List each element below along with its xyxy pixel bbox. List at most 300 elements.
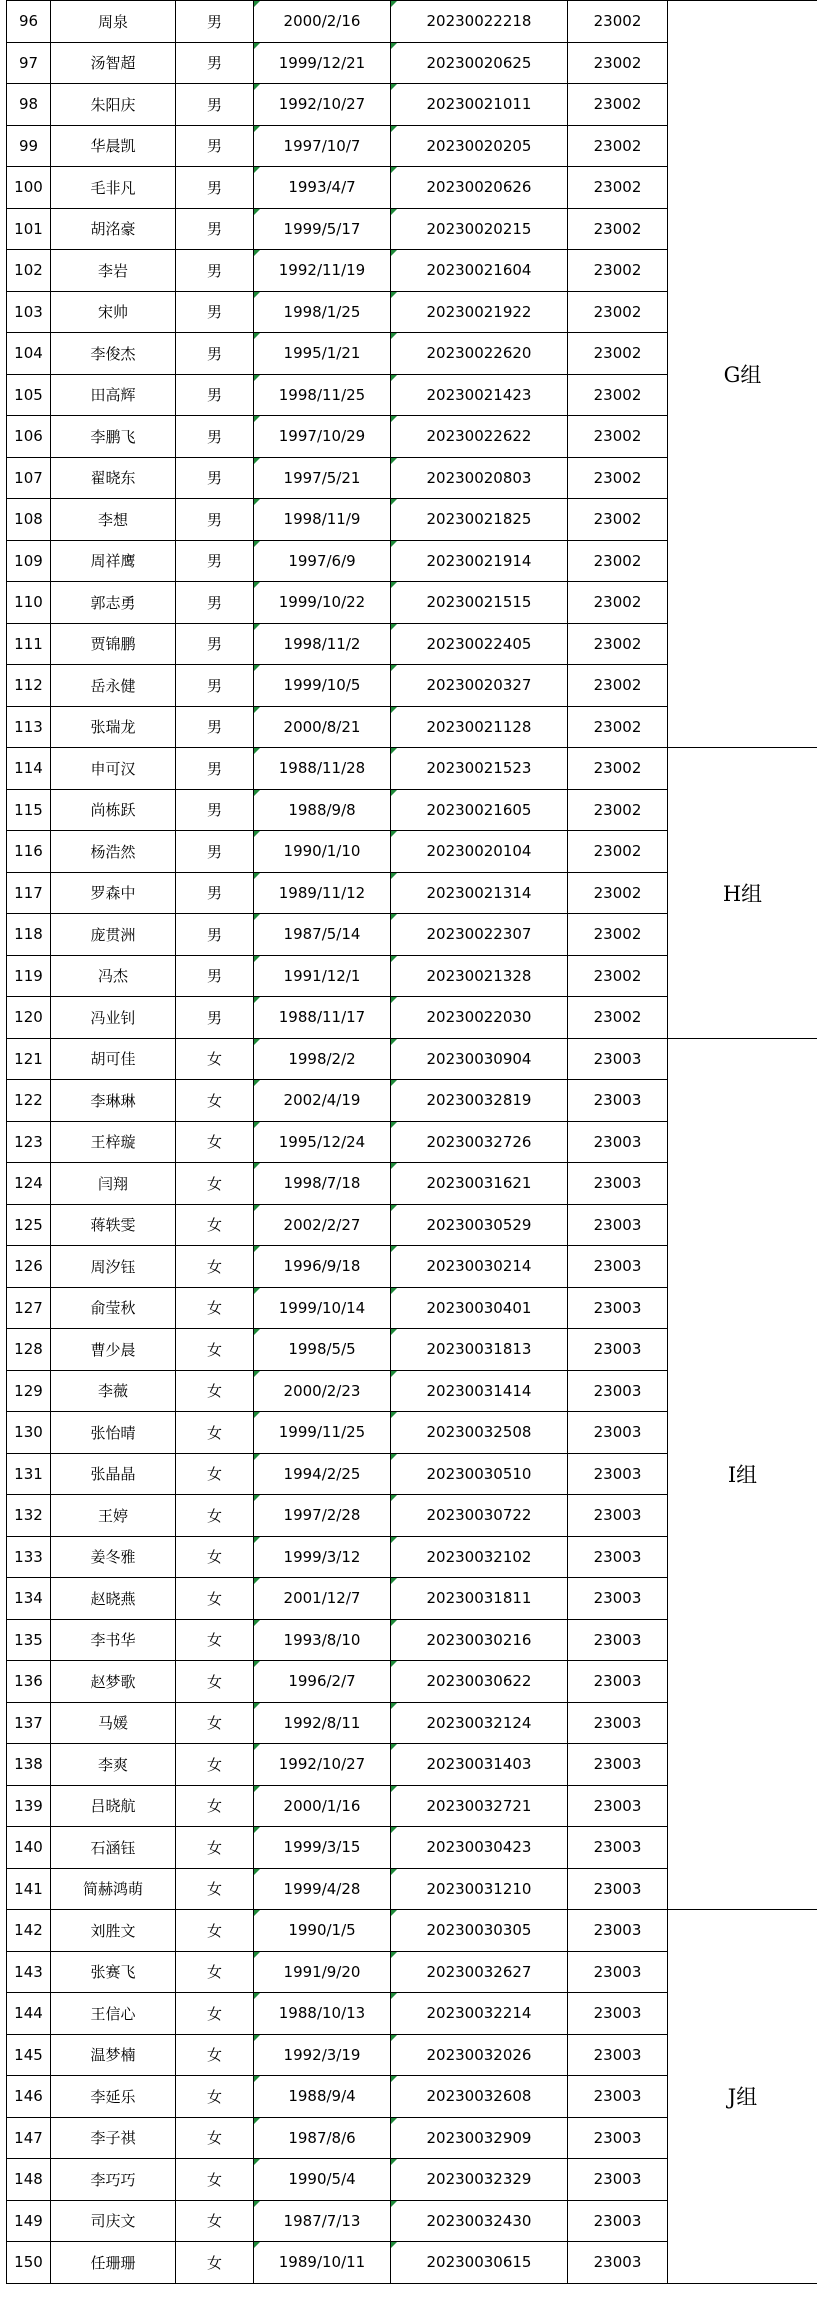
position-code-cell: 23003 [568,1495,668,1537]
position-code-cell: 23002 [568,457,668,499]
exam-id-cell: 20230020215 [391,208,568,250]
gender-cell: 男 [176,208,254,250]
gender-cell: 女 [176,2076,254,2118]
birthdate-cell: 2000/2/23 [254,1370,391,1412]
seq-cell: 97 [7,42,51,84]
roster-table [6,0,817,2284]
seq-cell: 101 [7,208,51,250]
seq-cell: 146 [7,2076,51,2118]
birthdate-cell: 1997/2/28 [254,1495,391,1537]
exam-id-cell: 20230032102 [391,1536,568,1578]
seq-cell: 136 [7,1661,51,1703]
position-code-cell: 23002 [568,789,668,831]
position-code-cell: 23002 [568,582,668,624]
seq-cell: 113 [7,706,51,748]
birthdate-cell: 1995/12/24 [254,1121,391,1163]
name-cell: 任珊珊 [51,2242,176,2284]
name-cell: 罗森中 [51,872,176,914]
seq-cell: 137 [7,1702,51,1744]
birthdate-cell: 1988/11/17 [254,997,391,1039]
gender-cell: 男 [176,831,254,873]
position-code-cell: 23003 [568,2034,668,2076]
seq-cell: 98 [7,84,51,126]
name-cell: 胡可佳 [51,1038,176,1080]
seq-cell: 135 [7,1619,51,1661]
gender-cell: 男 [176,872,254,914]
seq-cell: 142 [7,1910,51,1952]
exam-id-cell: 20230030423 [391,1827,568,1869]
seq-cell: 134 [7,1578,51,1620]
seq-cell: 114 [7,748,51,790]
birthdate-cell: 1994/2/25 [254,1453,391,1495]
seq-cell: 110 [7,582,51,624]
gender-cell: 女 [176,2117,254,2159]
birthdate-cell: 1999/10/5 [254,665,391,707]
gender-cell: 女 [176,1038,254,1080]
name-cell: 司庆文 [51,2200,176,2242]
seq-cell: 123 [7,1121,51,1163]
position-code-cell: 23003 [568,1619,668,1661]
gender-cell: 男 [176,416,254,458]
name-cell: 刘胜文 [51,1910,176,1952]
seq-cell: 103 [7,291,51,333]
name-cell: 姜冬雅 [51,1536,176,1578]
gender-cell: 女 [176,1370,254,1412]
position-code-cell: 23002 [568,665,668,707]
gender-cell: 男 [176,914,254,956]
name-cell: 李岩 [51,250,176,292]
position-code-cell: 23003 [568,1370,668,1412]
exam-id-cell: 20230020803 [391,457,568,499]
exam-id-cell: 20230030622 [391,1661,568,1703]
name-cell: 温梦楠 [51,2034,176,2076]
birthdate-cell: 1998/5/5 [254,1329,391,1371]
exam-id-cell: 20230021604 [391,250,568,292]
position-code-cell: 23003 [568,1287,668,1329]
exam-id-cell: 20230021128 [391,706,568,748]
birthdate-cell: 1992/8/11 [254,1702,391,1744]
exam-id-cell: 20230030529 [391,1204,568,1246]
name-cell: 李书华 [51,1619,176,1661]
name-cell: 周泉 [51,1,176,43]
name-cell: 杨浩然 [51,831,176,873]
name-cell: 冯杰 [51,955,176,997]
birthdate-cell: 2000/8/21 [254,706,391,748]
position-code-cell: 23002 [568,499,668,541]
seq-cell: 130 [7,1412,51,1454]
seq-cell: 99 [7,125,51,167]
birthdate-cell: 1990/5/4 [254,2159,391,2201]
name-cell: 冯业钊 [51,997,176,1039]
birthdate-cell: 1992/10/27 [254,84,391,126]
exam-id-cell: 20230021515 [391,582,568,624]
gender-cell: 女 [176,1951,254,1993]
position-code-cell: 23003 [568,1910,668,1952]
exam-id-cell: 20230032726 [391,1121,568,1163]
birthdate-cell: 1999/12/21 [254,42,391,84]
name-cell: 朱阳庆 [51,84,176,126]
exam-id-cell: 20230031403 [391,1744,568,1786]
exam-id-cell: 20230021423 [391,374,568,416]
position-code-cell: 23002 [568,291,668,333]
seq-cell: 133 [7,1536,51,1578]
position-code-cell: 23003 [568,1038,668,1080]
gender-cell: 女 [176,1080,254,1122]
gender-cell: 男 [176,42,254,84]
seq-cell: 108 [7,499,51,541]
position-code-cell: 23003 [568,1951,668,1993]
name-cell: 翟晓东 [51,457,176,499]
seq-cell: 105 [7,374,51,416]
gender-cell: 男 [176,665,254,707]
gender-cell: 女 [176,1453,254,1495]
exam-id-cell: 20230020626 [391,167,568,209]
seq-cell: 117 [7,872,51,914]
seq-cell: 115 [7,789,51,831]
birthdate-cell: 1989/10/11 [254,2242,391,2284]
seq-cell: 111 [7,623,51,665]
birthdate-cell: 1997/10/29 [254,416,391,458]
birthdate-cell: 1996/2/7 [254,1661,391,1703]
table-row [7,1910,817,1952]
name-cell: 田高辉 [51,374,176,416]
position-code-cell: 23003 [568,2159,668,2201]
exam-id-cell: 20230021011 [391,84,568,126]
group-label-cell: G组 [668,1,817,748]
exam-id-cell: 20230032909 [391,2117,568,2159]
exam-id-cell: 20230032508 [391,1412,568,1454]
position-code-cell: 23002 [568,623,668,665]
position-code-cell: 23002 [568,84,668,126]
gender-cell: 男 [176,125,254,167]
name-cell: 张怡晴 [51,1412,176,1454]
exam-id-cell: 20230032329 [391,2159,568,2201]
birthdate-cell: 1999/10/22 [254,582,391,624]
name-cell: 闫翔 [51,1163,176,1205]
seq-cell: 120 [7,997,51,1039]
name-cell: 张晶晶 [51,1453,176,1495]
gender-cell: 女 [176,1495,254,1537]
gender-cell: 女 [176,1993,254,2035]
exam-id-cell: 20230021922 [391,291,568,333]
exam-id-cell: 20230031813 [391,1329,568,1371]
gender-cell: 男 [176,540,254,582]
name-cell: 王信心 [51,1993,176,2035]
gender-cell: 女 [176,1744,254,1786]
exam-id-cell: 20230022030 [391,997,568,1039]
seq-cell: 143 [7,1951,51,1993]
group-label-cell: H组 [668,748,817,1039]
position-code-cell: 23003 [568,1246,668,1288]
gender-cell: 女 [176,1868,254,1910]
seq-cell: 126 [7,1246,51,1288]
exam-id-cell: 20230022622 [391,416,568,458]
exam-id-cell: 20230021314 [391,872,568,914]
position-code-cell: 23002 [568,42,668,84]
birthdate-cell: 2001/12/7 [254,1578,391,1620]
position-code-cell: 23002 [568,914,668,956]
seq-cell: 140 [7,1827,51,1869]
birthdate-cell: 1992/10/27 [254,1744,391,1786]
seq-cell: 122 [7,1080,51,1122]
gender-cell: 男 [176,167,254,209]
gender-cell: 男 [176,582,254,624]
gender-cell: 男 [176,291,254,333]
name-cell: 汤智超 [51,42,176,84]
exam-id-cell: 20230032608 [391,2076,568,2118]
seq-cell: 125 [7,1204,51,1246]
name-cell: 李鹏飞 [51,416,176,458]
gender-cell: 男 [176,457,254,499]
name-cell: 周汐钰 [51,1246,176,1288]
gender-cell: 女 [176,2242,254,2284]
seq-cell: 131 [7,1453,51,1495]
seq-cell: 109 [7,540,51,582]
gender-cell: 女 [176,1827,254,1869]
name-cell: 马媛 [51,1702,176,1744]
birthdate-cell: 1997/5/21 [254,457,391,499]
birthdate-cell: 1999/10/14 [254,1287,391,1329]
birthdate-cell: 1999/3/12 [254,1536,391,1578]
birthdate-cell: 1998/11/2 [254,623,391,665]
seq-cell: 127 [7,1287,51,1329]
exam-id-cell: 20230022307 [391,914,568,956]
name-cell: 李子祺 [51,2117,176,2159]
position-code-cell: 23002 [568,1,668,43]
position-code-cell: 23003 [568,2117,668,2159]
exam-id-cell: 20230020104 [391,831,568,873]
name-cell: 张赛飞 [51,1951,176,1993]
table-row [7,748,817,790]
name-cell: 周祥鹰 [51,540,176,582]
birthdate-cell: 1999/11/25 [254,1412,391,1454]
position-code-cell: 23002 [568,416,668,458]
name-cell: 李琳琳 [51,1080,176,1122]
birthdate-cell: 1991/9/20 [254,1951,391,1993]
name-cell: 蒋轶雯 [51,1204,176,1246]
position-code-cell: 23003 [568,1163,668,1205]
position-code-cell: 23003 [568,1080,668,1122]
gender-cell: 男 [176,997,254,1039]
position-code-cell: 23002 [568,955,668,997]
gender-cell: 女 [176,1578,254,1620]
gender-cell: 男 [176,955,254,997]
gender-cell: 男 [176,250,254,292]
seq-cell: 118 [7,914,51,956]
birthdate-cell: 1991/12/1 [254,955,391,997]
gender-cell: 男 [176,1,254,43]
gender-cell: 男 [176,706,254,748]
table-row [7,1038,817,1080]
seq-cell: 139 [7,1785,51,1827]
name-cell: 赵梦歌 [51,1661,176,1703]
exam-id-cell: 20230032627 [391,1951,568,1993]
exam-id-cell: 20230021523 [391,748,568,790]
exam-id-cell: 20230022218 [391,1,568,43]
birthdate-cell: 2002/2/27 [254,1204,391,1246]
birthdate-cell: 2000/2/16 [254,1,391,43]
gender-cell: 女 [176,1246,254,1288]
exam-id-cell: 20230021605 [391,789,568,831]
exam-id-cell: 20230032721 [391,1785,568,1827]
gender-cell: 男 [176,374,254,416]
name-cell: 宋帅 [51,291,176,333]
exam-id-cell: 20230020205 [391,125,568,167]
group-label-cell: I组 [668,1038,817,1910]
table-row [7,1,817,43]
seq-cell: 106 [7,416,51,458]
birthdate-cell: 1998/11/9 [254,499,391,541]
gender-cell: 女 [176,1163,254,1205]
position-code-cell: 23003 [568,1412,668,1454]
gender-cell: 女 [176,1287,254,1329]
seq-cell: 141 [7,1868,51,1910]
name-cell: 尚栋跃 [51,789,176,831]
exam-id-cell: 20230030216 [391,1619,568,1661]
exam-id-cell: 20230030401 [391,1287,568,1329]
seq-cell: 150 [7,2242,51,2284]
birthdate-cell: 1992/11/19 [254,250,391,292]
position-code-cell: 23002 [568,208,668,250]
seq-cell: 129 [7,1370,51,1412]
name-cell: 胡洺豪 [51,208,176,250]
position-code-cell: 23003 [568,1329,668,1371]
position-code-cell: 23002 [568,831,668,873]
name-cell: 石涵钰 [51,1827,176,1869]
gender-cell: 男 [176,84,254,126]
exam-id-cell: 20230032430 [391,2200,568,2242]
position-code-cell: 23003 [568,2076,668,2118]
exam-id-cell: 20230030722 [391,1495,568,1537]
position-code-cell: 23003 [568,1702,668,1744]
gender-cell: 女 [176,1702,254,1744]
name-cell: 李巧巧 [51,2159,176,2201]
exam-id-cell: 20230032124 [391,1702,568,1744]
position-code-cell: 23002 [568,748,668,790]
exam-id-cell: 20230030510 [391,1453,568,1495]
seq-cell: 116 [7,831,51,873]
exam-id-cell: 20230031210 [391,1868,568,1910]
position-code-cell: 23002 [568,250,668,292]
seq-cell: 107 [7,457,51,499]
seq-cell: 100 [7,167,51,209]
birthdate-cell: 1997/6/9 [254,540,391,582]
exam-id-cell: 20230032214 [391,1993,568,2035]
gender-cell: 女 [176,1329,254,1371]
position-code-cell: 23003 [568,1661,668,1703]
seq-cell: 147 [7,2117,51,2159]
birthdate-cell: 1997/10/7 [254,125,391,167]
seq-cell: 112 [7,665,51,707]
name-cell: 华晨凯 [51,125,176,167]
exam-id-cell: 20230021914 [391,540,568,582]
name-cell: 曹少晨 [51,1329,176,1371]
seq-cell: 124 [7,1163,51,1205]
position-code-cell: 23002 [568,167,668,209]
position-code-cell: 23002 [568,997,668,1039]
name-cell: 毛非凡 [51,167,176,209]
position-code-cell: 23003 [568,1744,668,1786]
seq-cell: 138 [7,1744,51,1786]
birthdate-cell: 1989/11/12 [254,872,391,914]
birthdate-cell: 1987/7/13 [254,2200,391,2242]
exam-id-cell: 20230020327 [391,665,568,707]
position-code-cell: 23002 [568,872,668,914]
exam-id-cell: 20230032026 [391,2034,568,2076]
exam-id-cell: 20230022620 [391,333,568,375]
birthdate-cell: 1987/8/6 [254,2117,391,2159]
gender-cell: 女 [176,2159,254,2201]
birthdate-cell: 1998/7/18 [254,1163,391,1205]
position-code-cell: 23002 [568,333,668,375]
name-cell: 俞莹秋 [51,1287,176,1329]
gender-cell: 女 [176,1204,254,1246]
birthdate-cell: 1998/2/2 [254,1038,391,1080]
gender-cell: 男 [176,748,254,790]
position-code-cell: 23003 [568,1536,668,1578]
name-cell: 简赫鸿萌 [51,1868,176,1910]
position-code-cell: 23003 [568,2242,668,2284]
gender-cell: 女 [176,1619,254,1661]
position-code-cell: 23003 [568,1204,668,1246]
gender-cell: 女 [176,1661,254,1703]
name-cell: 申可汉 [51,748,176,790]
birthdate-cell: 1990/1/10 [254,831,391,873]
birthdate-cell: 1999/4/28 [254,1868,391,1910]
name-cell: 吕晓航 [51,1785,176,1827]
name-cell: 张瑞龙 [51,706,176,748]
exam-id-cell: 20230021825 [391,499,568,541]
birthdate-cell: 1998/11/25 [254,374,391,416]
birthdate-cell: 1988/9/4 [254,2076,391,2118]
position-code-cell: 23003 [568,1121,668,1163]
position-code-cell: 23002 [568,125,668,167]
seq-cell: 96 [7,1,51,43]
gender-cell: 女 [176,2034,254,2076]
position-code-cell: 23003 [568,1827,668,1869]
gender-cell: 男 [176,499,254,541]
exam-id-cell: 20230030904 [391,1038,568,1080]
roster-body [7,1,817,2284]
birthdate-cell: 1999/5/17 [254,208,391,250]
position-code-cell: 23003 [568,1993,668,2035]
seq-cell: 145 [7,2034,51,2076]
name-cell: 李想 [51,499,176,541]
seq-cell: 102 [7,250,51,292]
position-code-cell: 23002 [568,374,668,416]
exam-id-cell: 20230031811 [391,1578,568,1620]
position-code-cell: 23002 [568,706,668,748]
exam-id-cell: 20230021328 [391,955,568,997]
exam-id-cell: 20230030214 [391,1246,568,1288]
seq-cell: 121 [7,1038,51,1080]
name-cell: 贾锦鹏 [51,623,176,665]
birthdate-cell: 1999/3/15 [254,1827,391,1869]
gender-cell: 男 [176,789,254,831]
name-cell: 庞贯洲 [51,914,176,956]
birthdate-cell: 1993/4/7 [254,167,391,209]
birthdate-cell: 1990/1/5 [254,1910,391,1952]
exam-id-cell: 20230020625 [391,42,568,84]
group-label-cell: J组 [668,1910,817,2284]
gender-cell: 男 [176,623,254,665]
exam-id-cell: 20230031621 [391,1163,568,1205]
birthdate-cell: 1996/9/18 [254,1246,391,1288]
position-code-cell: 23003 [568,1785,668,1827]
name-cell: 李薇 [51,1370,176,1412]
position-code-cell: 23003 [568,1868,668,1910]
name-cell: 李延乐 [51,2076,176,2118]
